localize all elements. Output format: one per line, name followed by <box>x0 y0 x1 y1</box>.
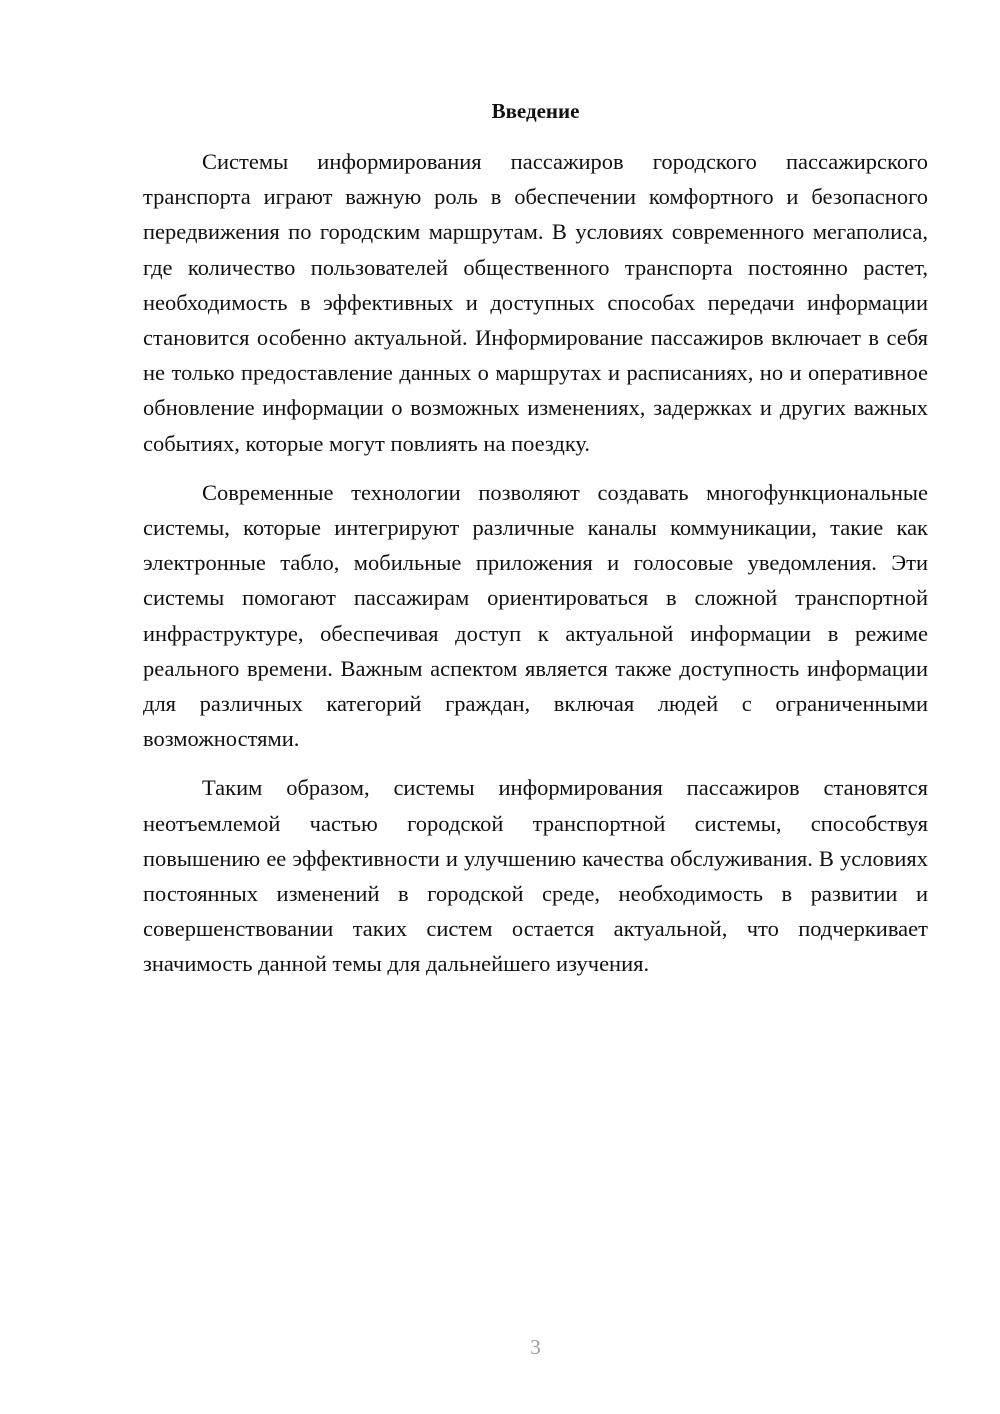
paragraph-3: Таким образом, системы информирования пассажиров становятся неотъемлемой частью городской транспортной системы, способствуя повышению ее эффективности и улучшению качества обслуживания. В условиях постоянных изменений в городской среде, необходимость в развитии и совершенствовании таких систем остается актуальной, что подчеркивает значимость данной темы для дальнейшего изучения. <box>143 775 928 977</box>
page-title: Введение <box>491 99 580 123</box>
page-number: 3 <box>530 1335 541 1359</box>
paragraph-2: Современные технологии позволяют создавать многофункциональные системы, которые интегрируют различные каналы коммуникации, такие как электронные табло, мобильные приложения и голосовые уведомления. Эти системы помогают пассажирам ориентироваться в сложной транспортной инфраструктуре, обеспечивая доступ к актуальной информации в режиме реального времени. Важным аспектом является также доступность информации для различных категорий граждан, включая людей с ограниченными возможностями. <box>143 479 928 752</box>
paragraph-1: Системы информирования пассажиров городского пассажирского транспорта играют важную роль в обеспечении комфортного и безопасного передвижения по городским маршрутам. В условиях современного мегаполиса, где количество пользователей общественного транспорта постоянно растет, необходимость в эффективных и доступных способах передачи информации становится особенно актуальной. Информирование пассажиров включает в себя не только предоставление данных о маршрутах и расписаниях, но и оперативное обновление информации о возможных изменениях, задержках и других важных событиях, которые могут повлиять на поездку. <box>143 149 928 456</box>
body-text <box>143 144 928 982</box>
